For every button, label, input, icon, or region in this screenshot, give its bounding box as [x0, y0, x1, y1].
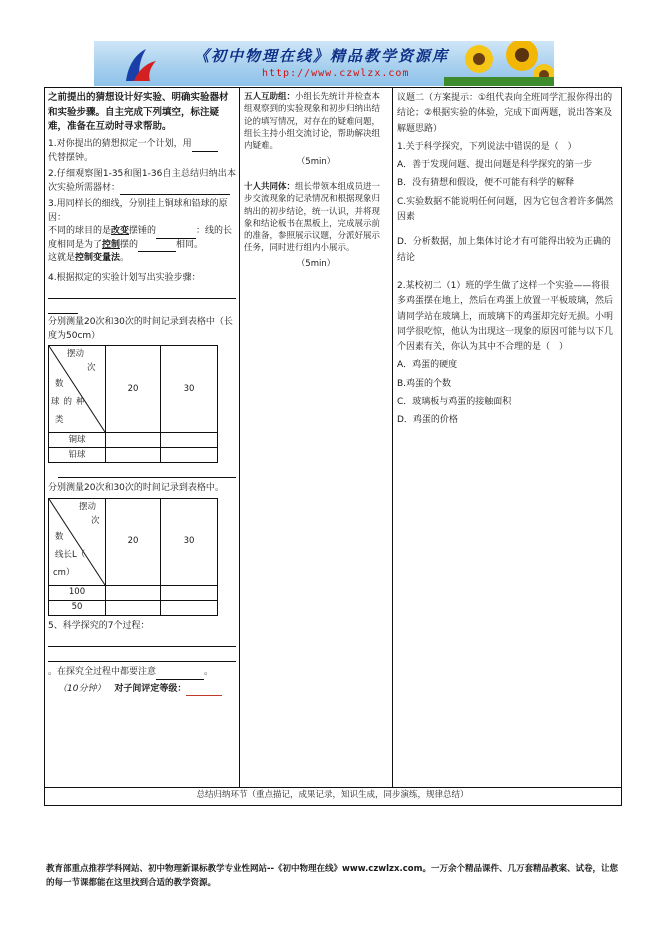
q3-part: 不同的球目的是 — [48, 226, 112, 237]
q1-text-end: 代替摆钟。 — [48, 152, 94, 163]
sunflower-decoration — [444, 41, 554, 86]
q3-part: 。 — [120, 253, 130, 264]
question-2 — [48, 168, 236, 195]
table-header-label: 摆动 — [67, 349, 85, 360]
table-row-label: 50 — [49, 600, 106, 615]
data-table-line-length — [48, 498, 218, 616]
column1-intro: 之前提出的猜想设计好实验、明确实验器材和实验步骤。自主完成下列填空，标注疑难，准备在互动时寻求帮助。 — [48, 92, 229, 133]
table-cell-input[interactable] — [106, 585, 161, 600]
peer-eval-label: 对子间评定等级： — [114, 683, 187, 694]
table-cell-input[interactable] — [161, 585, 218, 600]
table-row-label: 铜球 — [49, 433, 106, 448]
table-header-label: 球的种 — [51, 397, 89, 408]
table-cell-input[interactable] — [106, 433, 161, 448]
answer-line[interactable] — [48, 651, 236, 662]
q1-text: 1.对你提出的猜想拟定一个计划，用 — [48, 139, 192, 150]
grade-blank[interactable] — [186, 686, 222, 696]
table-column-header: 30 — [161, 498, 218, 585]
mcq-2-option-c[interactable]: C．玻璃板与鸡蛋的接触面积 — [397, 397, 512, 408]
table-header-label: 次 — [91, 515, 100, 526]
summary-row: 总结归纳环节（重点描记，成果记录，知识生成，同步演练，规律总结） — [196, 790, 469, 800]
table-header-label: 类 — [55, 415, 64, 426]
table-header-diagonal — [49, 346, 106, 433]
banner-url[interactable]: http://www.czwlzx.com — [262, 68, 410, 79]
table1-caption: 分别测量20次和30次的时间记录到表格中（长度为50cm） — [48, 317, 233, 341]
table-column-header: 20 — [106, 498, 161, 585]
answer-blank[interactable] — [156, 229, 196, 239]
table-cell-input[interactable] — [161, 448, 218, 463]
question-3 — [48, 198, 236, 266]
mcq-2-option-d[interactable]: D．鸡蛋的价格 — [397, 415, 458, 426]
table-column-header: 20 — [106, 346, 161, 433]
ten-person-community — [244, 181, 388, 255]
mcq-1-option-b[interactable]: B．没有猜想和假设，便不可能有科学的解释 — [397, 178, 575, 189]
five-person-group — [244, 91, 388, 153]
table-header-label: 次 — [87, 363, 96, 374]
table-header-label: 线长L（ — [55, 549, 86, 560]
table-header-label: 数 — [55, 531, 64, 542]
q3-part: 这就是 — [48, 253, 76, 264]
group-work-column — [244, 91, 388, 273]
table-row-label: 100 — [49, 585, 106, 600]
q3-emphasis-change: 改变 — [111, 226, 130, 237]
discussion-column — [397, 91, 617, 432]
q3-emphasis-method: 控制变量法 — [75, 253, 121, 264]
q3-part: 相同。 — [176, 239, 204, 250]
column-divider — [239, 87, 240, 787]
question-4: 4.根据拟定的实验计划写出实验步骤： — [48, 272, 201, 283]
question-6 — [48, 666, 236, 680]
table-cell-input[interactable] — [106, 448, 161, 463]
five-person-group-title: 五人互助组： — [244, 92, 296, 102]
table-header-label: cm） — [53, 567, 75, 578]
data-table-ball-type — [48, 345, 218, 463]
table-header-label: 数 — [55, 379, 64, 390]
table-cell-input[interactable] — [161, 600, 218, 615]
answer-blank[interactable] — [138, 242, 176, 252]
ten-person-community-title: 十人共同体： — [244, 181, 296, 192]
table-cell-input[interactable] — [161, 433, 218, 448]
header-banner — [94, 41, 554, 86]
question-5: 5、科学探究的7个过程： — [48, 620, 150, 631]
table-row-label: 铅球 — [49, 448, 106, 463]
self-study-column — [48, 91, 236, 699]
timing-note: （10分钟） — [58, 683, 106, 694]
table2-caption: 分别测量20次和30次的时间记录到表格中。 — [48, 483, 224, 494]
answer-blank[interactable] — [192, 142, 218, 152]
mcq-1-option-c[interactable]: C.实验数据不能说明任何问题，因为它包含着许多偶然因素 — [397, 196, 614, 223]
q3-part: 摆锤的 — [129, 226, 157, 237]
table-header-label: 摆动 — [79, 501, 97, 512]
column-divider — [392, 87, 393, 787]
mcq-1-option-d[interactable]: D．分析数据，加上集体讨论才有可能得出较为正确的结论 — [397, 237, 611, 263]
question-1 — [48, 138, 236, 165]
answer-line[interactable] — [58, 467, 236, 478]
site-logo — [120, 45, 160, 83]
mcq-2-option-b[interactable]: B.鸡蛋的个数 — [397, 378, 452, 389]
mcq-2-option-a[interactable]: A．鸡蛋的硬度 — [397, 360, 458, 371]
table-column-header: 30 — [161, 346, 218, 433]
q3-emphasis-control: 控制 — [102, 239, 121, 250]
five-person-group-text: 小组长先统计并检查本组观察到的实验现象和初步归纳出结论的填写情况，对存在的疑难问题，组长主持小组交流讨论，帮助解决组内疑难。 — [244, 92, 381, 152]
banner-title: 《初中物理在线》精品教学资源库 — [194, 47, 450, 65]
answer-line[interactable] — [48, 636, 236, 647]
mcq-1-option-a[interactable]: A．善于发现问题、提出问题是科学探究的第一步 — [397, 160, 593, 171]
mcq-1-stem: 1.关于科学探究，下列说法中错误的是（ ） — [397, 141, 577, 152]
mcq-2-stem: 2.某校初二（1）班的学生做了这样一个实验——将很多鸡蛋摆在地上，然后在鸡蛋上放置一平板玻璃，然后请同学站在玻璃上，而玻璃下的鸡蛋却完好无损。小明同学很吃惊，他认为出现这一现象的原因可能与以下几个因素有关，你认为其中不合理的是（ ） — [397, 280, 614, 353]
ten-person-community-text: 组长带领本组成员进一步交流现象的记录情况和根据现象归纳出的初步结论，统一认识，并将现象和结论板书在黑板上，完成展示前的准备，参照展示议题，分派好展示任务，同时进行组内小展示。 — [244, 181, 381, 254]
time-label: （5min） — [296, 258, 336, 269]
q6-text-end: 。 — [204, 667, 214, 678]
q6-text: 。在探究全过程中都要注意 — [48, 667, 157, 678]
q3-text: 3.用同样长的细线，分别挂上铜球和铅球的原因： — [48, 199, 228, 223]
q3-part: ：线的长度相同是为了 — [48, 226, 233, 250]
page-footer: 教育部重点推荐学科网站、初中物理新课标教学专业性网站--《初中物理在线》www.czwlzx.com。一万余个精品课件、几万套精品教案、试卷，让您的每一节课都能在这里找到合适的教学资源。 — [46, 864, 618, 889]
answer-line[interactable] — [48, 303, 78, 314]
table-cell-input[interactable] — [106, 600, 161, 615]
topic-two-header: 议题二（方案提示：①组代表向全班同学汇报你得出的结论；②根据实验的体验，完成下面两题，说出答案及解题思路） — [397, 93, 613, 134]
table-header-diagonal — [49, 498, 106, 585]
peer-evaluation — [48, 683, 236, 697]
answer-blank[interactable] — [156, 670, 204, 680]
answer-blank[interactable] — [120, 185, 230, 195]
q3-part: 摆的 — [120, 239, 139, 250]
q2-text: 2.仔细观察图1-35和图1-36自主总结归纳出本次实验所需器材： — [48, 169, 236, 193]
time-label: （5min） — [296, 156, 336, 167]
answer-line[interactable] — [48, 288, 236, 299]
